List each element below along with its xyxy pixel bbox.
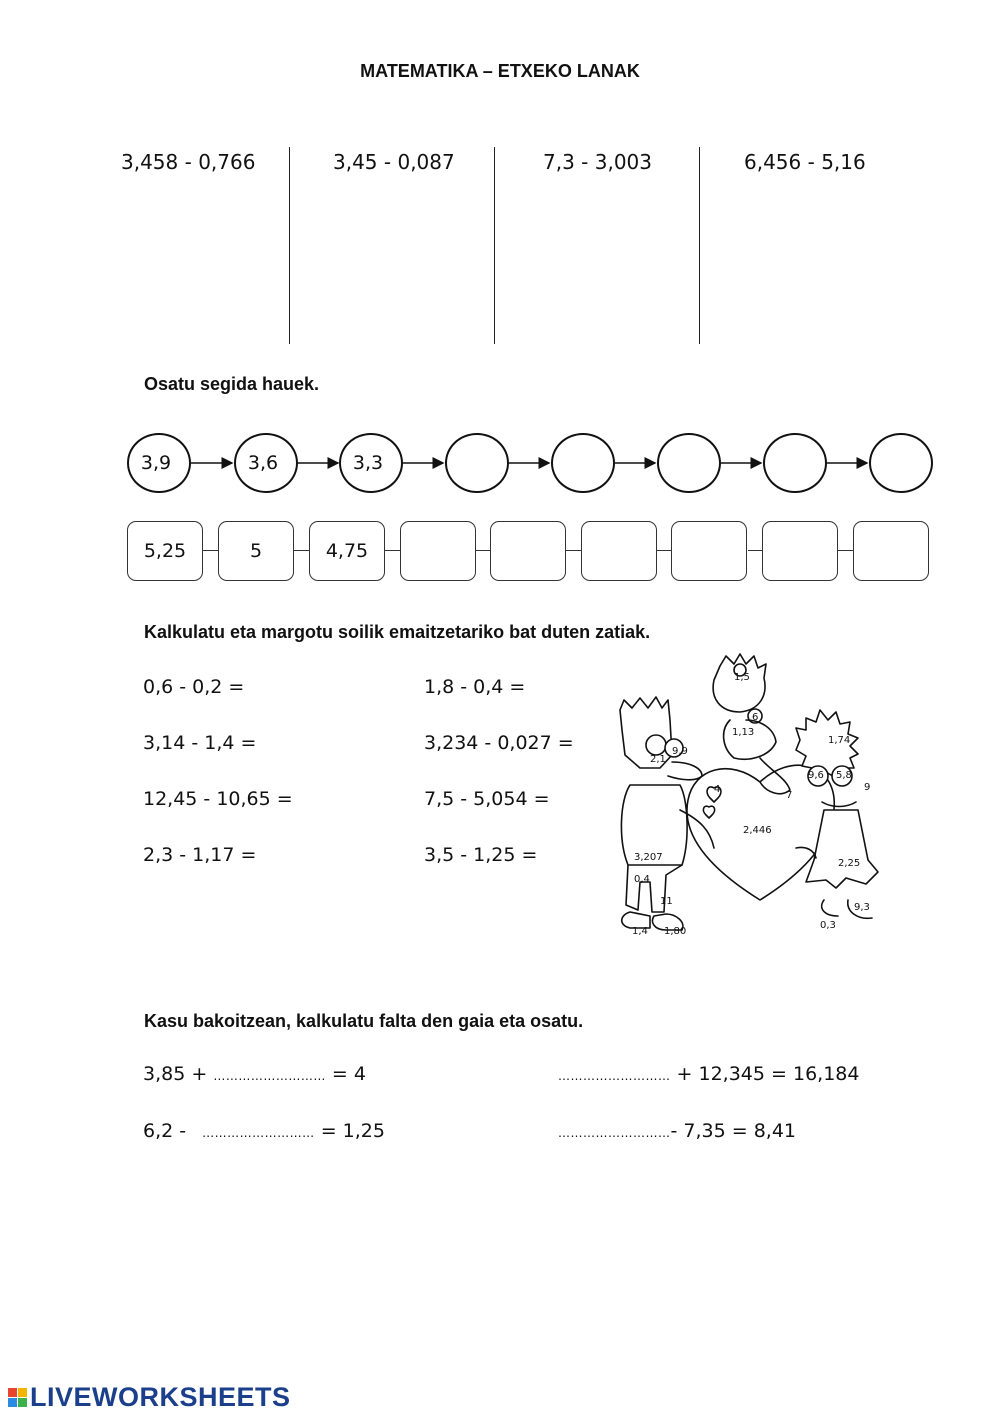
calc-left-2: 3,14 - 1,4 = <box>143 732 257 754</box>
equation-text: = 4 <box>331 1063 366 1085</box>
missing-term-heading: Kasu bakoitzean, kalkulatu falta den gaia eta osatu. <box>144 1011 584 1031</box>
picture-label: 2,25 <box>838 858 861 869</box>
column-divider <box>494 147 495 344</box>
sequence-answer-box[interactable] <box>581 521 657 581</box>
coloring-picture[interactable] <box>610 650 910 950</box>
sequence-value: 3,9 <box>140 452 172 474</box>
equation-text: - 7,35 = 8,41 <box>670 1120 797 1142</box>
missing-term-3 <box>143 1120 385 1142</box>
column-divider <box>699 147 700 344</box>
subtraction-2: 3,45 - 0,087 <box>333 150 455 174</box>
box-connector <box>657 550 672 551</box>
subtraction-1: 3,458 - 0,766 <box>121 150 256 174</box>
calc-right-3: 7,5 - 5,054 = <box>424 788 550 810</box>
page-title: MATEMATIKA – ETXEKO LANAK <box>360 61 640 81</box>
sequence-value: 4,75 <box>325 540 369 562</box>
picture-label: 4 <box>714 784 721 795</box>
box-connector <box>385 550 400 551</box>
coloring-heading: Kalkulatu eta margotu soilik emaitzetariko bat duten zatiak. <box>144 622 651 642</box>
sequence-circle <box>339 433 403 493</box>
sequence-box <box>218 521 294 581</box>
picture-label: 9,9 <box>672 746 688 757</box>
box-connector <box>476 550 491 551</box>
missing-term-4 <box>558 1120 796 1142</box>
sequence-value: 3,6 <box>247 452 279 474</box>
sequence-answer-circle[interactable] <box>763 433 827 493</box>
answer-blank[interactable]: ……………………… <box>202 1126 315 1140</box>
calc-left-3: 12,45 - 10,65 = <box>143 788 293 810</box>
box-connector <box>294 550 309 551</box>
column-divider <box>289 147 290 344</box>
missing-term-2 <box>558 1063 859 1085</box>
sequence-answer-circle[interactable] <box>657 433 721 493</box>
sequence-answer-box[interactable] <box>490 521 566 581</box>
answer-blank[interactable]: ……………………… <box>213 1069 326 1083</box>
picture-label: 1,13 <box>732 727 755 738</box>
picture-label: 3,207 <box>634 852 663 863</box>
sequence-value: 3,3 <box>352 452 384 474</box>
box-connector <box>566 550 581 551</box>
sequence-heading: Osatu segida hauek. <box>144 374 320 394</box>
picture-label: 9 <box>864 782 871 793</box>
sequence-answer-box[interactable] <box>400 521 476 581</box>
picture-label: 0,4 <box>634 874 650 885</box>
picture-label: 1,74 <box>828 735 851 746</box>
answer-blank[interactable]: ……………………… <box>558 1069 671 1083</box>
picture-label: 11 <box>660 896 673 907</box>
picture-label: 7 <box>786 790 793 801</box>
picture-label: 1,4 <box>632 926 648 937</box>
calc-right-4: 3,5 - 1,25 = <box>424 844 538 866</box>
equation-text: + 12,345 = 16,184 <box>676 1063 860 1085</box>
equation-text: 6,2 - <box>143 1120 187 1142</box>
sequence-box <box>127 521 203 581</box>
calc-left-1: 0,6 - 0,2 = <box>143 676 245 698</box>
picture-label: 9,6 <box>808 770 824 781</box>
sequence-answer-box[interactable] <box>853 521 929 581</box>
picture-label: 2,446 <box>743 825 772 836</box>
subtraction-3: 7,3 - 3,003 <box>543 150 652 174</box>
sequence-answer-circle[interactable] <box>869 433 933 493</box>
sequence-answer-box[interactable] <box>762 521 838 581</box>
subtraction-4: 6,456 - 5,16 <box>744 150 866 174</box>
sequence-circle <box>234 433 298 493</box>
sequence-answer-circle[interactable] <box>551 433 615 493</box>
box-connector <box>203 550 218 551</box>
liveworksheets-logo <box>8 1382 291 1413</box>
box-connector <box>838 550 853 551</box>
missing-term-1 <box>143 1063 366 1085</box>
picture-label: 6 <box>752 712 759 723</box>
calc-right-2: 3,234 - 0,027 = <box>424 732 574 754</box>
sequence-value: 5 <box>249 540 263 562</box>
logo-text: LIVEWORKSHEETS <box>30 1382 291 1412</box>
sequence-answer-box[interactable] <box>671 521 747 581</box>
equation-text: 3,85 + <box>143 1063 208 1085</box>
calc-right-1: 1,8 - 0,4 = <box>424 676 526 698</box>
calc-left-4: 2,3 - 1,17 = <box>143 844 257 866</box>
picture-label: 5,8 <box>836 770 852 781</box>
sequence-answer-circle[interactable] <box>445 433 509 493</box>
picture-label: 9,3 <box>854 902 870 913</box>
logo-icon <box>8 1388 27 1407</box>
answer-blank[interactable]: ……………………… <box>558 1126 671 1140</box>
picture-label: 2,1 <box>650 754 666 765</box>
sequence-value: 5,25 <box>143 540 187 562</box>
picture-label: 1,80 <box>664 926 687 937</box>
sequence-circle <box>127 433 191 493</box>
picture-label: 0,3 <box>820 920 836 931</box>
picture-label: 1,5 <box>734 672 750 683</box>
sequence-box <box>309 521 385 581</box>
box-connector <box>748 550 763 551</box>
equation-text: = 1,25 <box>320 1120 385 1142</box>
